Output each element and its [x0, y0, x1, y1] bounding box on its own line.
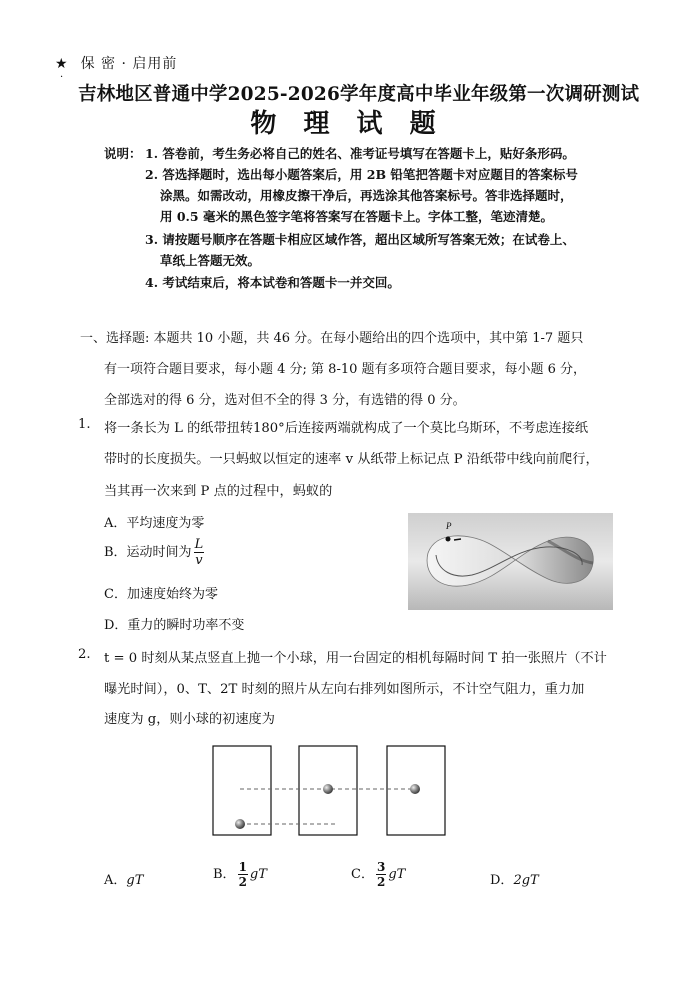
confidential-mark [55, 53, 177, 73]
instruction-2-line-3: 用 0.5 毫米的黑色签字笔将答案写在答题卡上。字体工整，笔迹清楚。 [160, 209, 553, 224]
point-p-marker [446, 537, 451, 542]
header-dot: · [60, 72, 64, 83]
q1-option-d: D．重力的瞬时功率不变 [104, 618, 245, 633]
mobius-strip-figure [408, 513, 613, 610]
instruction-4-line-1: 4. 考试结束后，将本试卷和答题卡一并交回。 [145, 275, 400, 290]
q2-option-d-value: 2gT [513, 873, 539, 888]
instructions-label: 说明： [104, 146, 142, 161]
instruction-3-line-1: 3. 请按题号顺序在答题卡相应区域作答，超出区域所写答案无效；在试卷上、 [145, 232, 575, 247]
subject-title: 物 理 试 题 [250, 109, 445, 139]
q2-option-b-denominator: 2 [238, 875, 247, 889]
confidential-label: 保 密 · 启用前 [80, 56, 178, 72]
q1-option-b-fraction [194, 537, 205, 568]
q2-option-c-fraction [376, 860, 386, 889]
q2-option-a [104, 869, 143, 888]
ball-t1 [323, 784, 333, 794]
section-heading-line-1: 一、选择题: 本题共 10 小题，共 46 分。在每小题给出的四个选项中，其中第 1-7 题只 [80, 331, 584, 346]
instruction-2-line-1: 2. 答选择题时，选出每小题答案后，用 2B 铅笔把答题卡对应题目的答案标号 [145, 167, 578, 182]
mobius-strip-image [408, 513, 613, 610]
q1-number: 1. [78, 417, 91, 432]
q2-option-b-fraction [238, 860, 248, 889]
q1-option-b-denominator: v [195, 553, 203, 568]
ball-t0 [235, 819, 245, 829]
ball-t2 [410, 784, 420, 794]
q2-option-b [213, 860, 267, 889]
point-p-label: P [446, 521, 452, 531]
velocity-arrow-icon [454, 539, 461, 540]
q2-stem-line-2: 曝光时间），0、T、2T 时刻的照片从左向右排列如图所示，不计空气阻力，重力加 [104, 682, 585, 697]
instruction-2-line-2: 涂黑。如需改动，用橡皮擦干净后，再选涂其他答案标号。答非选择题时， [160, 188, 573, 203]
instruction-3-line-2: 草纸上答题无效。 [160, 253, 261, 268]
q1-stem-line-2: 带时的长度损失。一只蚂蚁以恒定的速率 v 从纸带上标记点 P 沿纸带中线向前爬行， [104, 452, 599, 467]
instruction-1-line-1: 1. 答卷前，考生务必将自己的姓名、准考证号填写在答题卡上，贴好条形码。 [145, 146, 575, 161]
q2-option-d [490, 869, 539, 888]
q1-option-a: A．平均速度为零 [104, 516, 205, 531]
q2-option-c-numerator: 3 [376, 860, 386, 874]
section-heading-line-2: 有一项符合题目要求，每小题 4 分; 第 8-10 题有多项符合题目要求，每小题 6 分， [104, 362, 587, 377]
q1-option-b-numerator: L [194, 537, 204, 552]
q2-option-b-numerator: 1 [238, 860, 247, 874]
q1-option-b-label: B．运动时间为 [104, 545, 192, 560]
q1-stem-line-3: 当其再一次来到 P 点的过程中，蚂蚁的 [104, 484, 333, 499]
q2-option-c-label: C． [351, 867, 374, 882]
q1-option-c: C．加速度始终为零 [104, 587, 218, 602]
q1-stem-line-1: 将一条长为 L 的纸带扭转180°后连接两端就构成了一个莫比乌斯环，不考虑连接纸 [104, 421, 589, 436]
q2-option-c-value: gT [388, 867, 406, 882]
star-icon: ★ [55, 56, 69, 72]
section-heading-line-3: 全部选对的得 6 分，选对但不全的得 3 分，有选错的得 0 分。 [104, 393, 466, 408]
q2-option-c [351, 860, 405, 889]
q2-option-c-denominator: 2 [376, 875, 386, 889]
photo-frames-diagram [210, 745, 450, 837]
q2-option-b-value: gT [249, 867, 267, 882]
q2-stem-line-1: t = 0 时刻从某点竖直上抛一个小球，用一台固定的相机每隔时间 T 拍一张照片（不计 [104, 651, 607, 666]
exam-title: 吉林地区普通中学2025-2026学年度高中毕业年级第一次调研测试 [78, 84, 640, 105]
q2-option-a-label: A． [104, 873, 127, 888]
q2-number: 2. [78, 647, 91, 662]
q2-option-b-label: B． [213, 867, 236, 882]
q2-option-a-value: gT [126, 873, 144, 888]
q2-option-d-label: D． [490, 873, 514, 888]
photo-frames-figure [210, 745, 450, 837]
q2-stem-line-3: 速度为 g，则小球的初速度为 [104, 712, 275, 727]
q1-option-b [104, 537, 204, 568]
